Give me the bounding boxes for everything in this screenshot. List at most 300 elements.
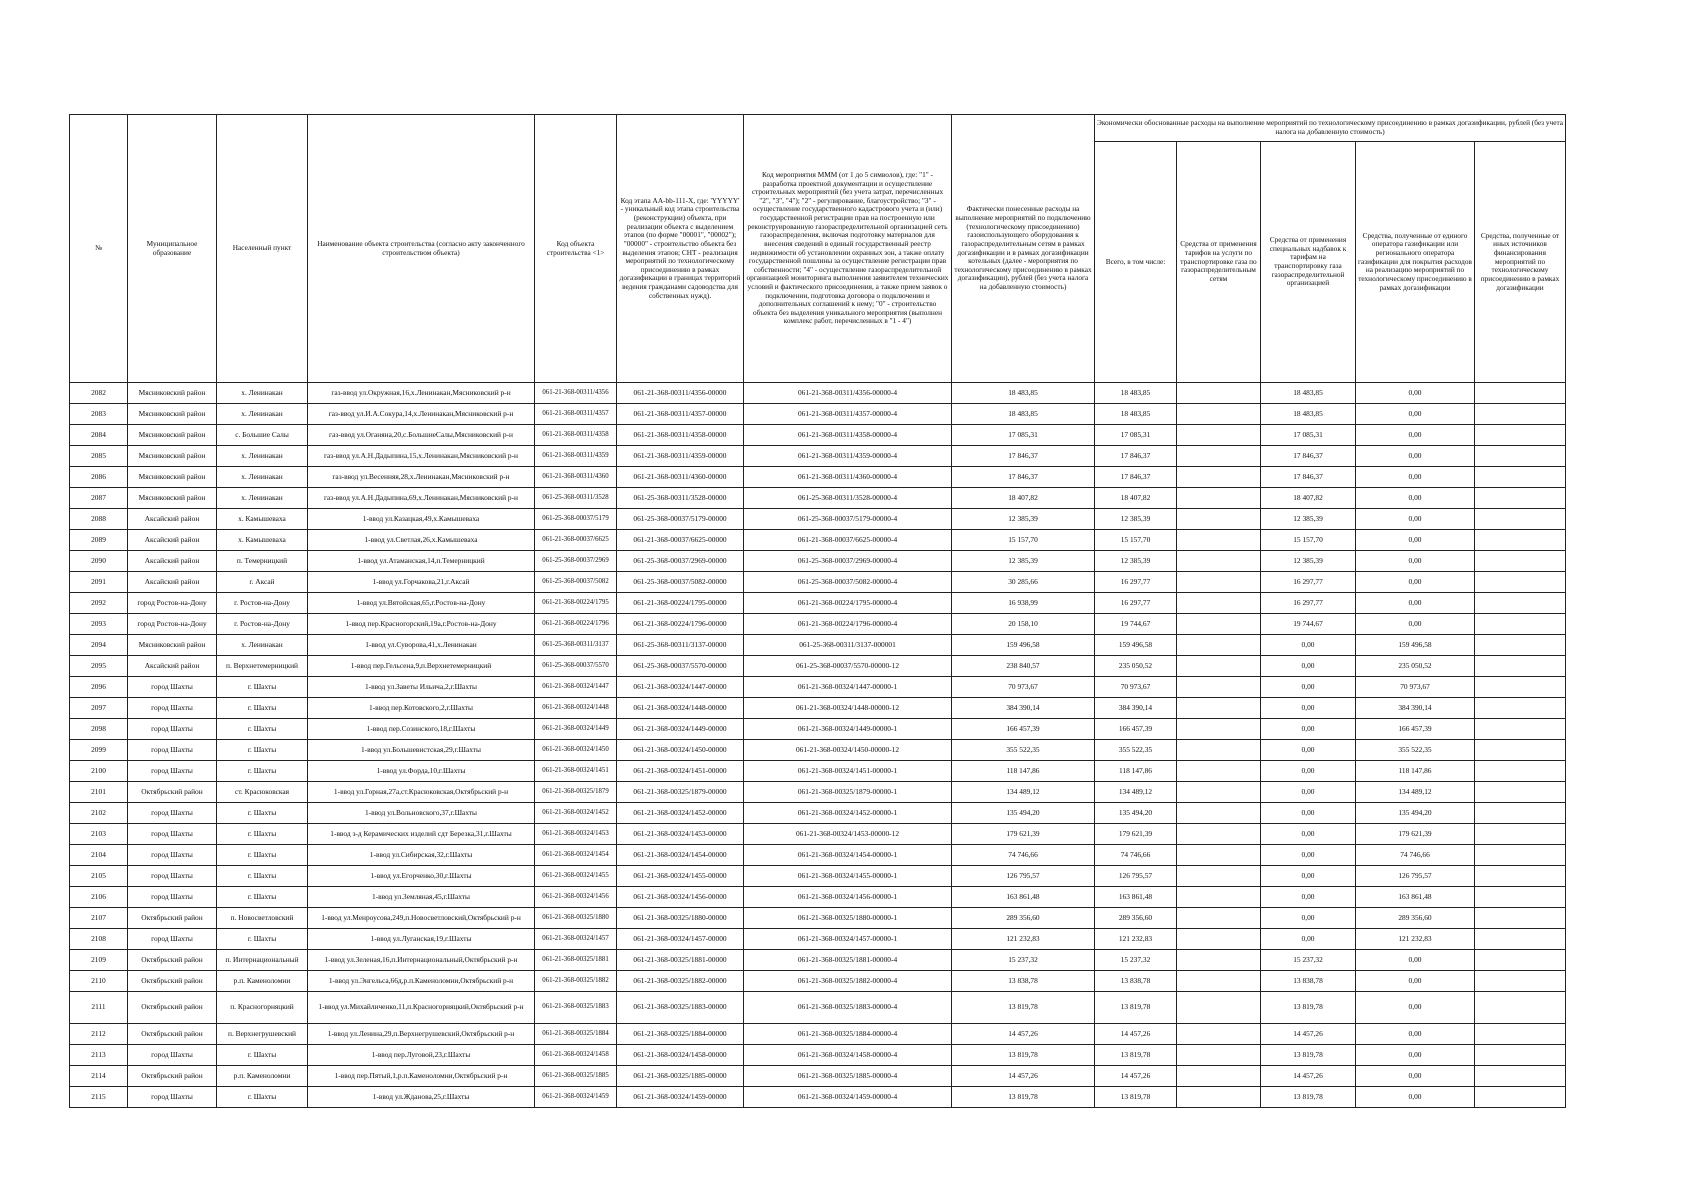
cell-other-funds [1475,530,1566,551]
cell-municipality: Октябрьский район [128,1066,217,1087]
cell-object-code: 061-25-368-00037/2969 [535,551,617,572]
cell-tariff-funds [1177,488,1261,509]
cell-number: 2107 [70,908,128,929]
cell-stage-code: 061-21-368-00325/1879-00000 [617,782,744,803]
cell-object-code: 061-21-368-00224/1795 [535,593,617,614]
cell-object-code: 061-21-368-00324/1452 [535,803,617,824]
header-object-name: Наименование объекта строительства (согласно акту законченного строительством объекта) [308,115,535,383]
cell-operator-funds: 0,00 [1356,971,1475,992]
cell-measure-code: 061-21-368-00311/4359-00000-4 [744,446,952,467]
cell-object-code: 061-21-368-00311/4358 [535,425,617,446]
cell-object-name: 1-ввод ул.Горчакова,21,г.Аксай [308,572,535,593]
cell-other-funds [1475,908,1566,929]
cell-settlement: п. Новосветловский [217,908,308,929]
table-row [70,467,1566,488]
cell-settlement: г. Шахты [217,845,308,866]
cell-other-funds [1475,509,1566,530]
cell-total: 126 795,57 [1095,866,1177,887]
cell-number: 2100 [70,761,128,782]
cell-other-funds [1475,593,1566,614]
cell-operator-funds: 126 795,57 [1356,866,1475,887]
cell-settlement: г. Шахты [217,740,308,761]
cell-actual-expenses: 20 158,10 [952,614,1095,635]
cell-stage-code: 061-21-368-00325/1883-00000 [617,992,744,1024]
cell-tariff-funds [1177,614,1261,635]
cell-measure-code: 061-21-368-00224/1796-00000-4 [744,614,952,635]
cell-operator-funds: 135 494,20 [1356,803,1475,824]
cell-other-funds [1475,698,1566,719]
cell-municipality: город Шахты [128,719,217,740]
cell-number: 2086 [70,467,128,488]
cell-number: 2115 [70,1087,128,1108]
cell-number: 2113 [70,1045,128,1066]
cell-tariff-funds [1177,425,1261,446]
cell-settlement: с. Большие Салы [217,425,308,446]
cell-object-name: газ-ввод ул.А.Н.Дадыпина,69,х.Ленинакан,Мясниковский р-н [308,488,535,509]
cell-actual-expenses: 17 846,37 [952,467,1095,488]
cell-other-funds [1475,845,1566,866]
cell-object-name: 1-ввод пер.Котовского,2,г.Шахты [308,698,535,719]
table-row [70,1045,1566,1066]
cell-object-code: 061-21-368-00324/1448 [535,698,617,719]
cell-measure-code: 061-25-368-00311/3528-00000-4 [744,488,952,509]
cell-tariff-funds [1177,698,1261,719]
table-row [70,698,1566,719]
cell-object-code: 061-25-368-00311/3528 [535,488,617,509]
table-row [70,572,1566,593]
cell-stage-code: 061-21-368-00324/1454-00000 [617,845,744,866]
cell-surcharge-funds: 0,00 [1261,740,1356,761]
cell-other-funds [1475,467,1566,488]
cell-total: 16 297,77 [1095,593,1177,614]
cell-total: 17 846,37 [1095,467,1177,488]
cell-number: 2112 [70,1024,128,1045]
cell-object-code: 061-21-368-00224/1796 [535,614,617,635]
cell-other-funds [1475,656,1566,677]
cell-actual-expenses: 15 157,70 [952,530,1095,551]
cell-operator-funds: 355 522,35 [1356,740,1475,761]
cell-surcharge-funds: 15 157,70 [1261,530,1356,551]
table-row [70,992,1566,1024]
cell-number: 2090 [70,551,128,572]
cell-object-name: 1-ввод ул.Земляная,45,г.Шахты [308,887,535,908]
cell-stage-code: 061-21-368-00311/4356-00000 [617,383,744,404]
cell-surcharge-funds: 13 819,78 [1261,1045,1356,1066]
cell-object-code: 061-21-368-00311/4359 [535,446,617,467]
cell-other-funds [1475,614,1566,635]
cell-number: 2088 [70,509,128,530]
cell-number: 2108 [70,929,128,950]
cell-settlement: х. Ленинакан [217,467,308,488]
cell-other-funds [1475,1045,1566,1066]
cell-tariff-funds [1177,782,1261,803]
cell-stage-code: 061-21-368-00324/1458-00000 [617,1045,744,1066]
cell-object-name: 1-ввод пер.Гельсена,9,п.Верхнетемерницкий [308,656,535,677]
cell-municipality: город Шахты [128,740,217,761]
cell-tariff-funds [1177,677,1261,698]
cell-municipality: Октябрьский район [128,992,217,1024]
cell-stage-code: 061-21-368-00325/1885-00000 [617,1066,744,1087]
cell-stage-code: 061-21-368-00324/1452-00000 [617,803,744,824]
cell-actual-expenses: 16 938,99 [952,593,1095,614]
cell-settlement: п. Интернациональный [217,950,308,971]
cell-settlement: г. Ростов-на-Дону [217,614,308,635]
cell-object-name: 1-ввод пер.Красногорский,19а,г.Ростов-на-Дону [308,614,535,635]
cell-surcharge-funds: 0,00 [1261,887,1356,908]
cell-municipality: город Шахты [128,1045,217,1066]
cell-other-funds [1475,1024,1566,1045]
cell-stage-code: 061-21-368-00324/1459-00000 [617,1087,744,1108]
cell-stage-code: 061-21-368-00224/1795-00000 [617,593,744,614]
cell-surcharge-funds: 18 407,82 [1261,488,1356,509]
cell-other-funds [1475,782,1566,803]
cell-stage-code: 061-25-368-00311/3528-00000 [617,488,744,509]
cell-actual-expenses: 179 621,39 [952,824,1095,845]
cell-number: 2083 [70,404,128,425]
cell-municipality: Мясниковский район [128,635,217,656]
cell-tariff-funds [1177,740,1261,761]
cell-actual-expenses: 13 819,78 [952,992,1095,1024]
cell-object-name: 1-ввод ул.Луганская,19,г.Шахты [308,929,535,950]
cell-actual-expenses: 12 385,39 [952,509,1095,530]
cell-measure-code: 061-21-368-00324/1451-00000-1 [744,761,952,782]
cell-stage-code: 061-25-368-00037/2969-00000 [617,551,744,572]
cell-surcharge-funds: 17 846,37 [1261,467,1356,488]
cell-stage-code: 061-21-368-00324/1450-00000 [617,740,744,761]
cell-actual-expenses: 159 496,58 [952,635,1095,656]
cell-operator-funds: 179 621,39 [1356,824,1475,845]
cell-stage-code: 061-21-368-00324/1449-00000 [617,719,744,740]
cell-settlement: г. Шахты [217,698,308,719]
cell-other-funds [1475,677,1566,698]
cell-tariff-funds [1177,761,1261,782]
cell-settlement: г. Шахты [217,761,308,782]
cell-actual-expenses: 15 237,32 [952,950,1095,971]
header-actual-expenses: Фактически понесенные расходы на выполнение мероприятий по подключению (технологическому присоединению) газоиспользующего оборудования к газораспределительным сетям в рамках догазификации и в рамках догазификации котельных (далее - мероприятия по технологическому присоединению в рамках догазификации), рублей (без учета налога на добавленную стоимость) [952,115,1095,383]
cell-tariff-funds [1177,887,1261,908]
cell-measure-code: 061-25-368-00037/5179-00000-4 [744,509,952,530]
cell-other-funds [1475,824,1566,845]
cell-surcharge-funds: 12 385,39 [1261,509,1356,530]
cell-municipality: Мясниковский район [128,488,217,509]
cell-other-funds [1475,635,1566,656]
cell-object-code: 061-21-368-00324/1453 [535,824,617,845]
table-row [70,866,1566,887]
cell-number: 2106 [70,887,128,908]
cell-number: 2082 [70,383,128,404]
cell-settlement: п. Красногорняцкий [217,992,308,1024]
cell-surcharge-funds: 13 838,78 [1261,971,1356,992]
cell-object-code: 061-21-368-00325/1883 [535,992,617,1024]
cell-object-code: 061-21-368-00311/4357 [535,404,617,425]
cell-measure-code: 061-21-368-00224/1795-00000-4 [744,593,952,614]
table-body [70,383,1566,1108]
cell-operator-funds: 0,00 [1356,950,1475,971]
cell-other-funds [1475,740,1566,761]
cell-tariff-funds [1177,446,1261,467]
cell-actual-expenses: 238 840,57 [952,656,1095,677]
cell-total: 18 407,82 [1095,488,1177,509]
cell-total: 179 621,39 [1095,824,1177,845]
cell-other-funds [1475,383,1566,404]
cell-measure-code: 061-21-368-00037/6625-00000-4 [744,530,952,551]
cell-operator-funds: 0,00 [1356,1087,1475,1108]
cell-operator-funds: 0,00 [1356,446,1475,467]
cell-measure-code: 061-21-368-00324/1454-00000-1 [744,845,952,866]
cell-object-code: 061-21-368-00325/1885 [535,1066,617,1087]
table-row [70,950,1566,971]
cell-stage-code: 061-21-368-00324/1447-00000 [617,677,744,698]
cell-object-code: 061-21-368-00325/1879 [535,782,617,803]
cell-other-funds [1475,446,1566,467]
cell-object-code: 061-21-368-00325/1882 [535,971,617,992]
cell-operator-funds: 0,00 [1356,992,1475,1024]
table-row [70,425,1566,446]
cell-stage-code: 061-21-368-00325/1884-00000 [617,1024,744,1045]
cell-other-funds [1475,866,1566,887]
cell-total: 13 838,78 [1095,971,1177,992]
cell-actual-expenses: 355 522,35 [952,740,1095,761]
cell-municipality: Аксайский район [128,509,217,530]
cell-total: 163 861,48 [1095,887,1177,908]
cell-other-funds [1475,719,1566,740]
cell-measure-code: 061-21-368-00325/1884-00000-4 [744,1024,952,1045]
cell-tariff-funds [1177,719,1261,740]
cell-operator-funds: 235 050,52 [1356,656,1475,677]
data-table [69,114,1566,1108]
cell-municipality: город Шахты [128,761,217,782]
cell-object-code: 061-25-368-00037/5179 [535,509,617,530]
cell-total: 135 494,20 [1095,803,1177,824]
cell-municipality: Мясниковский район [128,383,217,404]
cell-total: 14 457,26 [1095,1066,1177,1087]
table-row [70,803,1566,824]
cell-total: 15 237,32 [1095,950,1177,971]
cell-stage-code: 061-21-368-00311/4358-00000 [617,425,744,446]
cell-number: 2092 [70,593,128,614]
cell-object-name: 1-ввод ул.Менроусова,249,п.Новосветловский,Октябрьский р-н [308,908,535,929]
cell-surcharge-funds: 16 297,77 [1261,593,1356,614]
cell-number: 2109 [70,950,128,971]
table-row [70,404,1566,425]
cell-municipality: город Шахты [128,824,217,845]
cell-tariff-funds [1177,1087,1261,1108]
cell-total: 289 356,60 [1095,908,1177,929]
cell-stage-code: 061-25-368-00037/5082-00000 [617,572,744,593]
cell-operator-funds: 0,00 [1356,509,1475,530]
table-row [70,635,1566,656]
cell-other-funds [1475,761,1566,782]
cell-total: 134 489,12 [1095,782,1177,803]
cell-settlement: п. Темерницкий [217,551,308,572]
cell-object-code: 061-21-368-00324/1455 [535,866,617,887]
cell-number: 2095 [70,656,128,677]
cell-tariff-funds [1177,383,1261,404]
table-row [70,971,1566,992]
cell-settlement: ст. Красюковская [217,782,308,803]
cell-operator-funds: 0,00 [1356,1024,1475,1045]
cell-total: 18 483,85 [1095,404,1177,425]
cell-settlement: х. Камышеваха [217,509,308,530]
cell-settlement: х. Камышеваха [217,530,308,551]
table-row [70,551,1566,572]
cell-surcharge-funds: 14 457,26 [1261,1066,1356,1087]
cell-other-funds [1475,950,1566,971]
cell-measure-code: 061-21-368-00325/1880-00000-1 [744,908,952,929]
cell-surcharge-funds: 0,00 [1261,824,1356,845]
cell-municipality: Мясниковский район [128,446,217,467]
cell-measure-code: 061-21-368-00324/1453-00000-12 [744,824,952,845]
cell-surcharge-funds: 15 237,32 [1261,950,1356,971]
cell-operator-funds: 0,00 [1356,467,1475,488]
cell-object-name: 1-ввод з-д Керамических изделий сдт Березка,31,г.Шахты [308,824,535,845]
cell-measure-code: 061-21-368-00325/1885-00000-4 [744,1066,952,1087]
cell-actual-expenses: 17 085,31 [952,425,1095,446]
cell-stage-code: 061-21-368-00325/1882-00000 [617,971,744,992]
cell-object-name: 1-ввод ул.Горная,27а,ст.Красюковская,Октябрьский р-н [308,782,535,803]
table-row [70,530,1566,551]
cell-total: 118 147,86 [1095,761,1177,782]
table-row [70,719,1566,740]
cell-stage-code: 061-21-368-00224/1796-00000 [617,614,744,635]
cell-object-code: 061-21-368-00325/1884 [535,1024,617,1045]
cell-surcharge-funds: 18 483,85 [1261,383,1356,404]
cell-object-code: 061-25-368-00311/3137 [535,635,617,656]
cell-object-name: газ-ввод ул.Оганяна,20,с.БольшиеСалы,Мясниковский р-н [308,425,535,446]
cell-other-funds [1475,1087,1566,1108]
cell-tariff-funds [1177,572,1261,593]
cell-tariff-funds [1177,509,1261,530]
cell-tariff-funds [1177,404,1261,425]
cell-other-funds [1475,1066,1566,1087]
cell-total: 235 050,52 [1095,656,1177,677]
cell-object-name: 1-ввод пер.Пятый,1,р.п.Каменоломни,Октябрьский р-н [308,1066,535,1087]
cell-settlement: г. Шахты [217,866,308,887]
cell-number: 2102 [70,803,128,824]
table-row [70,908,1566,929]
cell-surcharge-funds: 0,00 [1261,782,1356,803]
table-row [70,1087,1566,1108]
cell-operator-funds: 0,00 [1356,1066,1475,1087]
cell-object-code: 061-25-368-00037/5082 [535,572,617,593]
header-municipality: Муниципальное образование [128,115,217,383]
cell-object-code: 061-21-368-00324/1456 [535,887,617,908]
cell-number: 2085 [70,446,128,467]
header-measure-code: Код мероприятия MMM (от 1 до 5 символов), где: "1" - разработка проектной документации и осуществление строительных мероприятий (без учета затрат, перечисленных "2", "3", "4"); "2" - регулирование, благоустройство; "3" - осуществление государственного кадастрового учета и (или) государственной регистрации прав на построенную или реконструированную газораспределительной организацией сеть газораспределения, включая подготовку материалов для внесения сведений в единый государственный реестр недвижимости об установлении охранных зон, а также оплату государственной пошлины за осуществление регистрации прав собственности; "4" - осуществление газораспределительной организацией мониторинга выполнения заявителем технических условий и фактического присоединения, а также прием заявок о подключении, подготовка договора о подключении и дополнительных соглашений к нему; "0" - строительство объекта без выделения уникального мероприятия (выполнен комплекс работ, перечисленных в "1 - 4") [744,115,952,383]
cell-operator-funds: 134 489,12 [1356,782,1475,803]
cell-municipality: Аксайский район [128,551,217,572]
cell-number: 2091 [70,572,128,593]
cell-object-name: газ-ввод ул.А.Н.Дадыпина,15,х.Ленинакан,Мясниковский р-н [308,446,535,467]
cell-total: 17 085,31 [1095,425,1177,446]
cell-tariff-funds [1177,467,1261,488]
cell-settlement: х. Ленинакан [217,446,308,467]
header-tariff-funds: Средства от применения тарифов на услуги по транспортировке газа по газораспределительным сетям [1177,142,1261,383]
cell-actual-expenses: 13 838,78 [952,971,1095,992]
cell-other-funds [1475,803,1566,824]
cell-stage-code: 061-21-368-00324/1448-00000 [617,698,744,719]
cell-settlement: г. Аксай [217,572,308,593]
cell-tariff-funds [1177,803,1261,824]
cell-tariff-funds [1177,1066,1261,1087]
cell-operator-funds: 121 232,83 [1356,929,1475,950]
cell-stage-code: 061-25-368-00037/5179-00000 [617,509,744,530]
cell-settlement: г. Ростов-на-Дону [217,593,308,614]
cell-object-name: 1-ввод ул.Вольновского,37,г.Шахты [308,803,535,824]
cell-object-name: 1-ввод ул.Жданова,25,г.Шахты [308,1087,535,1108]
cell-surcharge-funds: 0,00 [1261,656,1356,677]
cell-tariff-funds [1177,551,1261,572]
cell-surcharge-funds: 18 483,85 [1261,404,1356,425]
cell-total: 16 297,77 [1095,572,1177,593]
cell-object-name: газ-ввод ул.Окружная,16,х.Ленинакан,Мясниковский р-н [308,383,535,404]
cell-operator-funds: 0,00 [1356,488,1475,509]
cell-tariff-funds [1177,971,1261,992]
cell-operator-funds: 0,00 [1356,1045,1475,1066]
cell-actual-expenses: 13 819,78 [952,1045,1095,1066]
cell-stage-code: 061-21-368-00311/4357-00000 [617,404,744,425]
cell-actual-expenses: 166 457,39 [952,719,1095,740]
cell-object-code: 061-21-368-00324/1459 [535,1087,617,1108]
table-row [70,1066,1566,1087]
cell-object-name: 1-ввод ул.Заветы Ильича,2,г.Шахты [308,677,535,698]
header-stage-code: Код этапа AA-bb-111-X, где: 'YYYYY' - уникальный код этапа строительства (реконструкции) объекта, при реализации объекта с выделением этапов (по форме "00001", "00002"); "00000" - строительство объекта без выделения этапов; СНТ - реализация мероприятий по технологическому присоединению в рамках догазификации в границах территорий ведения гражданами садоводства для собственных нужд). [617,115,744,383]
cell-surcharge-funds: 0,00 [1261,677,1356,698]
cell-total: 384 390,14 [1095,698,1177,719]
cell-total: 18 483,85 [1095,383,1177,404]
cell-operator-funds: 0,00 [1356,383,1475,404]
cell-municipality: Октябрьский район [128,950,217,971]
cell-object-name: 1-ввод ул.Энгельса,66д,р.п.Каменоломни,Октябрьский р-н [308,971,535,992]
cell-number: 2111 [70,992,128,1024]
table-row [70,677,1566,698]
cell-measure-code: 061-21-368-00325/1881-00000-4 [744,950,952,971]
cell-surcharge-funds: 0,00 [1261,698,1356,719]
cell-number: 2104 [70,845,128,866]
cell-number: 2110 [70,971,128,992]
cell-object-code: 061-21-368-00324/1449 [535,719,617,740]
cell-municipality: город Шахты [128,677,217,698]
cell-actual-expenses: 384 390,14 [952,698,1095,719]
cell-object-code: 061-25-368-00037/5570 [535,656,617,677]
table-row [70,446,1566,467]
cell-municipality: Октябрьский район [128,782,217,803]
table-row [70,383,1566,404]
cell-object-name: 1-ввод ул.Суворова,41,х.Ленинакан [308,635,535,656]
cell-object-name: 1-ввод ул.Михайличенко,11,п.Красногорняцкий,Октябрьский р-н [308,992,535,1024]
cell-municipality: Аксайский район [128,572,217,593]
cell-object-name: 1-ввод ул.Вятойская,65,г.Ростов-на-Дону [308,593,535,614]
cell-number: 2096 [70,677,128,698]
cell-number: 2097 [70,698,128,719]
header-surcharge-funds: Средства от применения специальных надбавок к тарифам на транспортировку газа газораспределительной организацией [1261,142,1356,383]
table-row [70,488,1566,509]
cell-number: 2098 [70,719,128,740]
cell-operator-funds: 166 457,39 [1356,719,1475,740]
cell-surcharge-funds: 17 085,31 [1261,425,1356,446]
cell-object-code: 061-21-368-00325/1880 [535,908,617,929]
cell-object-code: 061-21-368-00311/4360 [535,467,617,488]
cell-measure-code: 061-25-368-00037/5570-00000-12 [744,656,952,677]
cell-operator-funds: 0,00 [1356,593,1475,614]
cell-stage-code: 061-21-368-00037/6625-00000 [617,530,744,551]
header-number: № [70,115,128,383]
cell-surcharge-funds: 16 297,77 [1261,572,1356,593]
cell-other-funds [1475,992,1566,1024]
cell-actual-expenses: 18 407,82 [952,488,1095,509]
cell-actual-expenses: 163 861,48 [952,887,1095,908]
cell-object-code: 061-21-368-00325/1881 [535,950,617,971]
